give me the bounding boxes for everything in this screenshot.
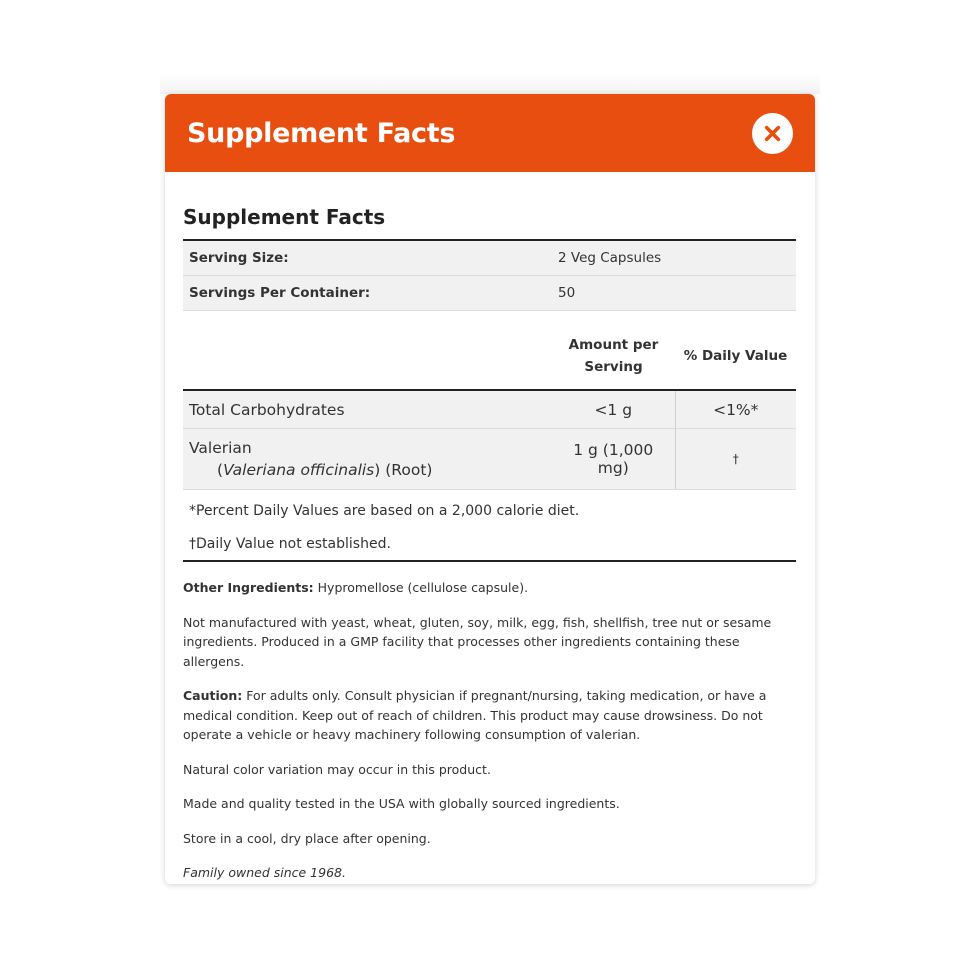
nutrient-name: Valerian [189,439,252,457]
servings-per-container-label: Servings Per Container: [183,276,552,311]
footnote-dv-not-established: †Daily Value not established. [189,535,391,552]
table-row [183,429,796,490]
table-row [183,276,796,311]
family-owned-note: Family owned since 1968. [183,865,346,880]
caution-label: Caution: [183,688,243,703]
modal-body [165,205,815,883]
nutrient-cell [183,429,552,490]
servings-per-container-value: 50 [552,276,796,311]
serving-size-label: Serving Size: [183,240,552,276]
amount-header-line2: Serving [584,359,643,375]
close-button[interactable] [752,113,793,154]
footnote-percent-dv: *Percent Daily Values are based on a 2,000 calorie diet. [189,502,580,519]
close-icon [764,125,781,142]
nutrient-amount: 1 g (1,000 mg) [552,429,675,490]
nutrient-name: Total Carbohydrates [183,390,552,429]
caution-text: For adults only. Consult physician if pregnant/nursing, taking medication, or have a medical condition. Keep out of reach of children. This product may cause drowsiness. Do not operate a vehicle or heavy machinery following consumption of valerian. [183,688,767,742]
facts-heading: Supplement Facts [183,205,386,229]
table-row [183,390,796,429]
table-row [183,240,796,276]
table-row [183,527,796,561]
table-header-row [183,323,796,390]
backdrop-edge [160,72,820,94]
modal-header [165,94,815,172]
botanical-open: ( [217,461,224,479]
botanical-close: ) (Root) [374,461,433,479]
other-ingredients-text: Hypromellose (cellulose capsule). [313,580,529,595]
storage-note: Store in a cool, dry place after opening. [183,830,431,846]
allergen-statement: Not manufactured with yeast, wheat, gluten, soy, milk, egg, fish, shellfish, tree nut or sesame ingredients. Produced in a GMP facility that processes other ingredients containing these allergens. [183,614,772,669]
supplement-facts-modal [165,94,815,884]
modal-title: Supplement Facts [187,117,456,149]
table-row [183,490,796,528]
amount-header-line1: Amount per [568,337,659,353]
other-ingredients-label: Other Ingredients: [183,580,314,595]
serving-size-value: 2 Veg Capsules [552,240,796,276]
nutrient-daily-value: <1%* [675,390,796,429]
color-variation-note: Natural color variation may occur in this product. [183,761,491,777]
amount-column-header [552,323,675,390]
nutrient-daily-value: † [675,429,796,490]
nutrient-amount: <1 g [552,390,675,429]
product-notes [183,578,796,883]
daily-value-column-header: % Daily Value [683,348,788,364]
made-in-note: Made and quality tested in the USA with globally sourced ingredients. [183,796,620,811]
caution-statement [183,686,796,745]
other-ingredients [183,578,796,598]
nutrient-botanical-name [217,461,546,479]
name-column-header [183,323,552,390]
nutrient-table [183,323,796,562]
botanical-latin: Valeriana officinalis [223,461,375,479]
serving-table [183,239,796,311]
